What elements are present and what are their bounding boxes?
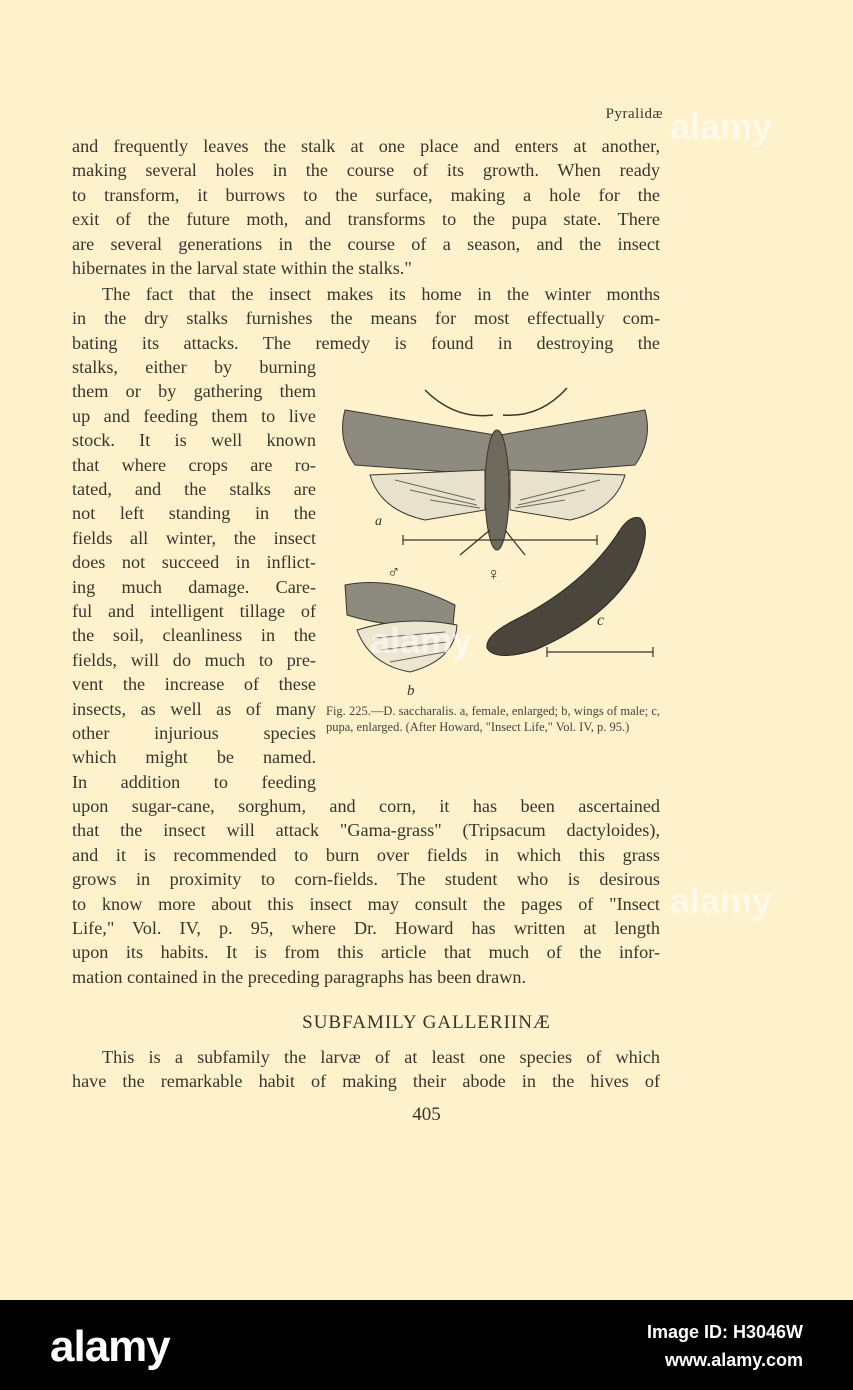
text-line: Life," Vol. IV, p. 95, where Dr. Howard has written at length [72, 918, 660, 938]
text-line: stock. It is well known [72, 430, 316, 451]
text-line: upon its habits. It is from this article that much of the infor- [72, 942, 660, 963]
page-number: 405 [412, 1104, 441, 1125]
text-line: to transform, it burrows to the surface, making a hole for the [72, 184, 660, 205]
text-line: tated, and the stalks are [72, 479, 316, 499]
figure-label-c: c [597, 612, 605, 629]
text-line: ing much damage. Care- [72, 576, 316, 597]
image-info [647, 1318, 803, 1374]
text-line: upon sugar-cane, sorghum, and corn, it has been ascertained [72, 796, 660, 816]
text-line: not left standing in the [72, 503, 316, 524]
text-line: other injurious species [72, 723, 316, 743]
text-line: and it is recommended to burn over fields in which this grass [72, 844, 660, 865]
text-line: ful and intelligent tillage of [72, 601, 316, 621]
text-line: have the remarkable habit of making their abode in the hives of [72, 1071, 660, 1092]
text-line: bating its attacks. The remedy is found in destroying the [72, 332, 660, 353]
text-line: In addition to feeding [72, 771, 316, 792]
text-line: and frequently leaves the stalk at one place and enters at another, [72, 136, 660, 156]
stock-footer [0, 1300, 853, 1390]
text-line: are several generations in the course of a season, and the insect [72, 233, 660, 254]
text-line: mation contained in the preceding paragraphs has been drawn. [72, 966, 527, 987]
alamy-logo: alamy [50, 1322, 170, 1371]
running-head: Pyralidæ [605, 106, 663, 122]
text-line: grows in proximity to corn-fields. The student who is desirous [72, 869, 660, 890]
text-line: that the insect will attack "Gama-grass" (Tripsacum dactyloides), [72, 820, 660, 841]
text-line: the soil, cleanliness in the [72, 625, 316, 646]
text-line: vent the increase of these [72, 674, 316, 695]
text-line: fields, will do much to pre- [72, 649, 316, 670]
watermark: alamy [670, 106, 773, 147]
text-line: to know more about this insect may consult the pages of "Insect [72, 893, 660, 914]
text-line: stalks, either by burning [72, 357, 316, 377]
text-line: that where crops are ro- [72, 454, 316, 475]
text-line: The fact that the insect makes its home in the winter months [102, 284, 660, 304]
text-line: making several holes in the course of its growth. When ready [72, 160, 660, 181]
section-heading: SUBFAMILY GALLERIINÆ [302, 1012, 551, 1033]
figure-caption: Fig. 225.—D. saccharalis. a, female, enlarged; b, wings of male; c, pupa, enlarged. (After Howard, "Insect Life," Vol. IV, p. 95.) [326, 704, 660, 734]
male-symbol: ♂ [387, 562, 401, 582]
figure-label-a: a [375, 514, 382, 529]
watermark: alamy [670, 880, 773, 921]
text-line: them or by gathering them [72, 381, 316, 402]
text-line: hibernates in the larval state within the stalks." [72, 258, 412, 278]
figure-label-b: b [407, 683, 415, 699]
text-line: exit of the future moth, and transforms to the pupa state. There [72, 209, 660, 230]
text-line: which might be named. [72, 747, 316, 768]
watermark: alamy [370, 620, 473, 661]
text-line: up and feeding them to live [72, 405, 316, 426]
site-url: www.alamy.com [664, 1350, 803, 1370]
image-id: Image ID: H3046W [646, 1322, 803, 1342]
text-line: in the dry stalks furnishes the means for most effectually com- [72, 308, 660, 329]
text-line: fields all winter, the insect [72, 527, 316, 548]
female-symbol: ♀ [487, 564, 501, 584]
text-line: This is a subfamily the larvæ of at least one species of which [102, 1047, 660, 1067]
text-line: does not succeed in inflict- [72, 552, 316, 573]
text-line: insects, as well as of many [72, 698, 316, 719]
